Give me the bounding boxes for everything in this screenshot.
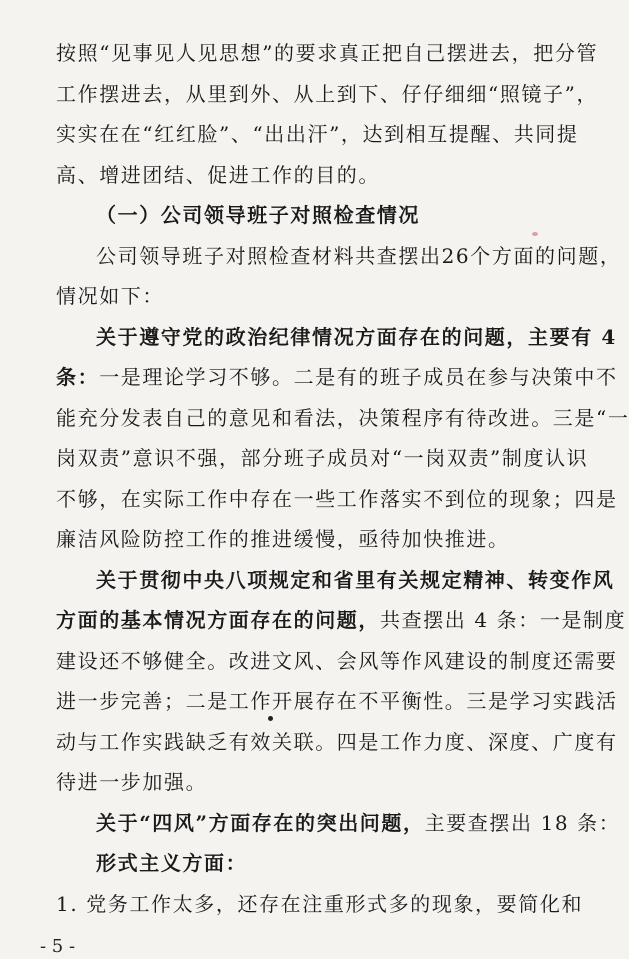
intro-line: 高、增进团结、促进工作的目的。 (56, 162, 380, 187)
paragraph-line: 廉洁风险防控工作的推进缓慢，亟待加快推进。 (56, 527, 510, 551)
paragraph-line: 岗双责”意识不强，部分班子成员对“一岗双责”制度认识 (56, 446, 589, 470)
paragraph-text: 共查摆出 4 条：一是制度 (380, 608, 627, 632)
paragraph-line: 建设还不够健全。改进文风、会风等作风建设的制度还需要 (56, 648, 618, 673)
page-number: - 5 - (40, 936, 76, 957)
paragraph-line: 动与工作实践缺乏有效关联。四是工作力度、深度、广度有 (56, 729, 618, 754)
section-heading: （一）公司领导班子对照检查情况 (96, 203, 420, 227)
paragraph-heading: 关于“四风”方面存在的突出问题， (96, 810, 425, 835)
paragraph-heading: 关于贯彻中央八项规定和省里有关规定精神、转变作风 (96, 567, 615, 592)
paragraph-text: 主要查摆出 18 条： (424, 810, 621, 835)
paragraph-heading-tail: 方面的基本情况方面存在的问题， (56, 608, 380, 632)
intro-line: 实实在在“红红脸”、“出出汗”，达到相互提醒、共同提 (56, 122, 579, 146)
summary-line: 情况如下： (56, 284, 164, 308)
paragraph-line: 不够，在实际工作中存在一些工作落实不到位的现象；四是 (56, 486, 618, 511)
list-item: 1. 党务工作太多，还存在注重形式多的现象，要简化和 (56, 891, 584, 916)
paragraph-line: 进一步完善；二是工作开展存在不平衡性。三是学习实践活 (56, 689, 618, 713)
sub-heading: 形式主义方面： (96, 851, 248, 875)
paragraph-line (56, 364, 618, 390)
intro-line: 按照“见事见人见思想”的要求真正把自己摆进去，把分管 (56, 41, 599, 65)
summary-line: 公司领导班子对照检查材料共查摆出26个方面的问题， (96, 243, 622, 268)
paragraph-line: 待进一步加强。 (56, 770, 208, 794)
paragraph-line (96, 810, 621, 836)
paragraph-text: 一是理论学习不够。二是有的班子成员在参与决策中不 (99, 365, 618, 389)
paragraph-heading-tail: 条： (56, 365, 100, 389)
intro-line: 工作摆进去，从里到外、从上到下、仔仔细细“照镜子”， (56, 81, 599, 106)
paragraph-heading: 关于遵守党的政治纪律情况方面存在的问题，主要有 4 (96, 324, 617, 349)
ink-dot (268, 716, 273, 721)
paragraph-line (56, 607, 627, 633)
paragraph-line: 能充分发表自己的意见和看法，决策程序有待改进。三是“一 (56, 405, 629, 430)
ink-spot (532, 232, 538, 236)
